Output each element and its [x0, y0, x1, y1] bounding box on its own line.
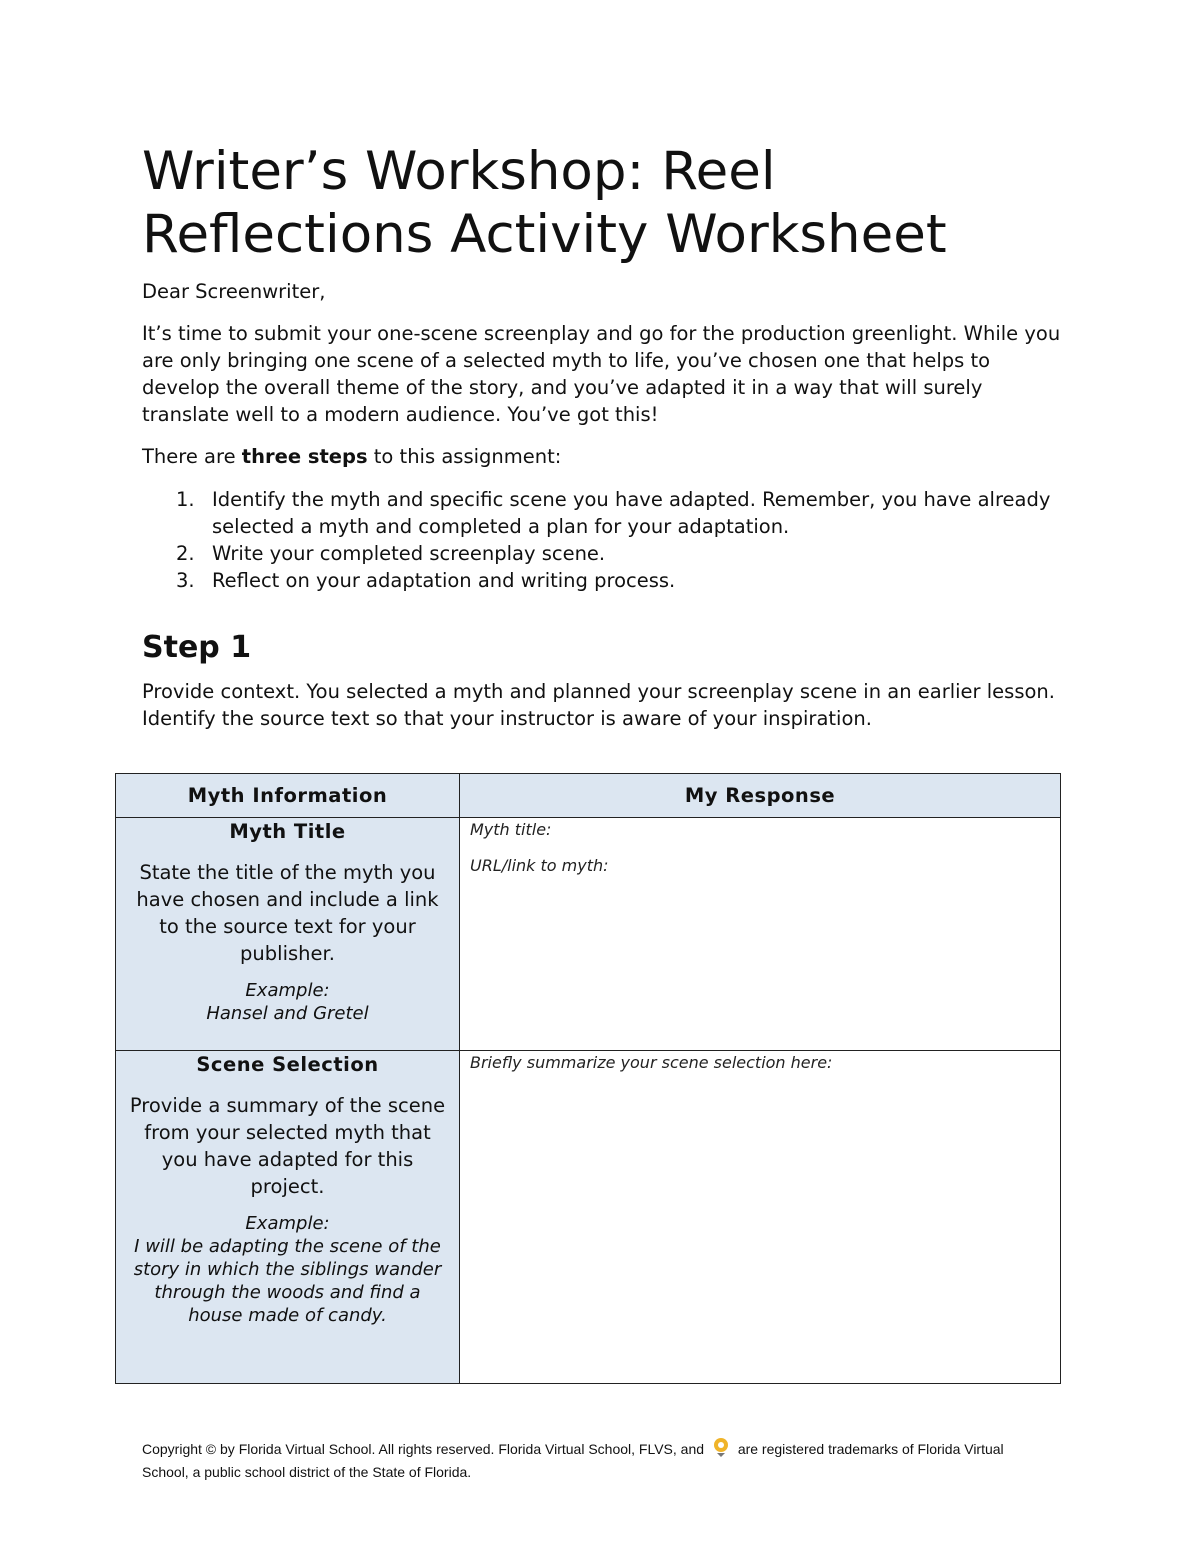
- myth-title-info-cell: [116, 818, 460, 1051]
- steps-intro: [142, 443, 1072, 470]
- header-my-response: My Response: [460, 774, 1061, 818]
- step-item: [142, 567, 1072, 594]
- myth-title-response-field[interactable]: [460, 818, 1061, 1051]
- cell-title: Scene Selection: [196, 1053, 379, 1076]
- step-text: Write your completed screenplay scene.: [212, 542, 606, 565]
- example-text: Hansel and Gretel: [206, 1003, 369, 1024]
- cell-title: Myth Title: [229, 820, 346, 843]
- page-title: [142, 140, 1082, 266]
- title-line-2: Reflections Activity Worksheet: [142, 204, 947, 265]
- response-prompt-url: URL/link to myth:: [470, 856, 609, 875]
- header-myth-information: Myth Information: [116, 774, 460, 818]
- cell-description: Provide a summary of the scene from your selected myth that you have adapted for this project.: [129, 1094, 446, 1198]
- steps-list: [142, 486, 1072, 594]
- example-label: Example:: [245, 980, 330, 1001]
- step-item: [142, 486, 1072, 540]
- step-1-heading: Step 1: [142, 630, 252, 665]
- example: [128, 1212, 447, 1327]
- steps-intro-suffix: to this assignment:: [367, 445, 562, 468]
- copyright-footer: [142, 1438, 1042, 1484]
- greeting: Dear Screenwriter,: [142, 280, 326, 303]
- step-1-description: Provide context. You selected a myth and planned your screenplay scene in an earlier lesson. Identify the source text so that your instructor is aware of your inspiration.: [142, 680, 1055, 730]
- scene-selection-info-cell: [116, 1051, 460, 1384]
- intro-paragraph: It’s time to submit your one-scene screenplay and go for the production greenlight. While you are only bringing one scene of a selected myth to life, you’ve chosen one that helps to develop the overall theme of the story, and you’ve adapted it in a way that will surely translate well to a modern audience. You’ve got this!: [142, 322, 1061, 426]
- example-text: I will be adapting the scene of the story in which the siblings wander through the woods and find a house made of candy.: [133, 1236, 442, 1326]
- steps-intro-bold: three steps: [241, 445, 368, 468]
- scene-selection-response-field[interactable]: [460, 1051, 1061, 1384]
- steps-intro-prefix: There are: [142, 445, 242, 468]
- step-item: [142, 540, 1072, 567]
- footer-text-after: are registered trademarks of Florida Virtual School, a public school district of the State of Florida.: [142, 1441, 1004, 1480]
- table-row: [116, 1051, 1061, 1384]
- footer-text-before: Copyright © by Florida Virtual School. All rights reserved. Florida Virtual School, FLVS, and: [142, 1441, 705, 1457]
- example: [128, 979, 447, 1025]
- table-row: [116, 818, 1061, 1051]
- cell-description: State the title of the myth you have chosen and include a link to the source text for your publisher.: [136, 861, 439, 965]
- step-number: 2.: [176, 542, 195, 565]
- step-number: 3.: [176, 569, 195, 592]
- step-text: Identify the myth and specific scene you have adapted. Remember, you have already selected a myth and completed a plan for your adaptation.: [212, 488, 1051, 538]
- myth-information-table: [115, 773, 1061, 1384]
- example-label: Example:: [245, 1213, 330, 1234]
- table-header-row: [116, 774, 1061, 818]
- step-number: 1.: [176, 488, 195, 511]
- response-prompt-scene: Briefly summarize your scene selection here:: [470, 1053, 833, 1072]
- flvs-logo-icon: [712, 1438, 730, 1458]
- response-prompt-myth-title: Myth title:: [470, 820, 552, 839]
- step-text: Reflect on your adaptation and writing process.: [212, 569, 676, 592]
- title-line-1: Writer’s Workshop: Reel: [142, 141, 776, 202]
